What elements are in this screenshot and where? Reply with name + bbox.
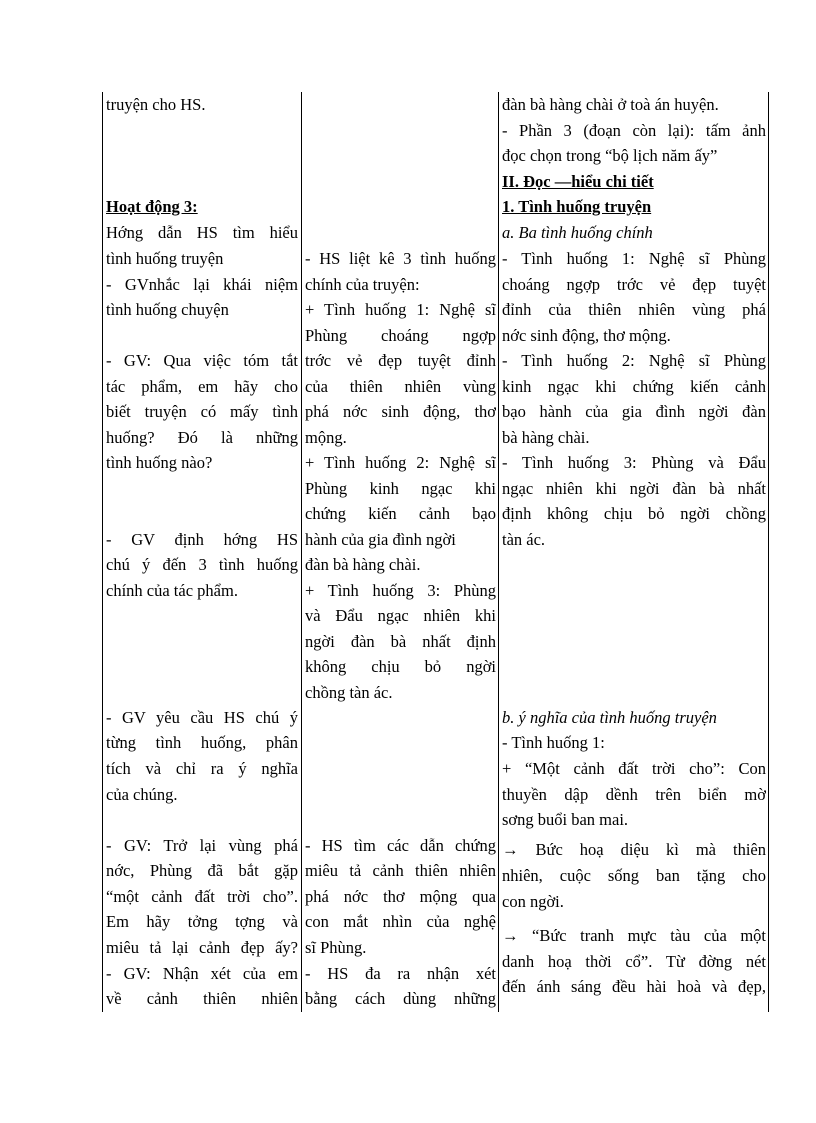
subsection-title: a. Ba tình huống chính [502,223,653,242]
text-line: - Tình huống 2: Nghệ sĩ Phùng [502,351,766,370]
table-border-right [768,92,769,1012]
text-line: Phùng kinh ngạc khi [305,479,496,498]
text-line: → Bức hoạ diệu kì mà thiên [502,840,766,859]
text-line: - GVnhắc lại khái niệm [106,275,298,294]
subsection-heading: 1. Tình huống truyện [502,197,652,216]
text-line: đến ánh sáng đều hài hoà và đẹp, [502,977,766,996]
text-line: miêu tả lại cảnh đẹp ấy? [106,938,298,957]
text-line: phá nớc thơ mộng qua [305,887,496,906]
text-line: nớc, Phùng đã bắt gặp [106,861,298,880]
text-line: hành của gia đình ngời [305,530,456,549]
text-line: - GV định hớng HS [106,530,298,549]
text-line: chồng tàn ác. [305,683,393,702]
text-line: nớc sinh động, thơ mộng. [502,326,671,345]
text-line: + Tình huống 1: Nghệ sĩ [305,300,496,319]
text-line: con ngời. [502,892,564,911]
text-line: Hớng dẫn HS tìm hiểu [106,223,298,242]
text-line: - HS đa ra nhận xét [305,964,496,983]
text-line: miêu tả cảnh thiên nhiên [305,861,496,880]
text-line: chính của truyện: [305,275,420,294]
text-line: chính của tác phẩm. [106,581,238,600]
text-line: tình huống nào? [106,453,213,472]
text-line: không chịu bỏ ngời [305,657,496,676]
text-line: - GV: Qua việc tóm tắt [106,351,298,370]
text-line: trớc vẻ đẹp tuyệt đỉnh [305,351,496,370]
text-line: danh hoạ thời cổ”. Từ đờng nét [502,952,766,971]
text-line: chứng kiến cảnh bạo [305,504,496,523]
text-line: + “Một cảnh đất trời cho”: Con [502,759,766,778]
text-line: đọc chọn trong “bộ lịch năm ấy” [502,146,718,165]
text-line: mộng. [305,428,347,447]
text-line: - Tình huống 3: Phùng và Đẩu [502,453,766,472]
text-line: - Tình huống 1: [502,733,605,752]
text-line: Em hãy tởng tợng và [106,912,298,931]
text-line: - GV yêu cầu HS chú ý [106,708,298,727]
text-line: định không chịu bỏ ngời chồng [502,504,766,523]
text-line: Phùng choáng ngợp [305,326,496,345]
text-line: tàn ác. [502,530,546,549]
text-line: tình huống chuyện [106,300,229,319]
text-line: chú ý đến 3 tình huống [106,555,298,574]
text-line: đàn bà hàng chài. [305,555,421,574]
text-line: đỉnh của thiên nhiên vùng phá [502,300,766,319]
text-line: và Đẩu ngạc nhiên khi [305,606,496,625]
text-line: - GV: Nhận xét của em [106,964,298,983]
activity-heading: Hoạt động 3: [106,197,198,216]
text-line: “một cảnh đất trời cho”. [106,887,298,906]
text-line: - Tình huống 1: Nghệ sĩ Phùng [502,249,766,268]
text-line: → “Bức tranh mực tàu của một [502,926,766,945]
text-line: của chúng. [106,785,178,804]
text-line: ngạc nhiên khi ngời đàn bà nhất [502,479,766,498]
text-line: của thiên nhiên vùng [305,377,496,396]
table-border-col2-col3 [498,92,499,1012]
text-line: về cảnh thiên nhiên [106,989,298,1008]
text-line: tích và chỉ ra ý nghĩa [106,759,298,778]
text-line: sơng buổi ban mai. [502,810,629,829]
text-line: thuyền dập dềnh trên biển mờ [502,785,766,804]
text-line: sĩ Phùng. [305,938,367,957]
text-line: tác phẩm, em hãy cho [106,377,298,396]
text-line: con mắt nhìn của nghệ [305,912,496,931]
text-line: - Phần 3 (đoạn còn lại): tấm ảnh [502,121,766,140]
text-line: + Tình huống 3: Phùng [305,581,496,600]
text-line: tình huống truyện [106,249,224,268]
text-line: bà hàng chài. [502,428,590,447]
text-line: ngời đàn bà nhất định [305,632,496,651]
text-line: - HS tìm các dẫn chứng [305,836,496,855]
text-line: - GV: Trở lại vùng phá [106,836,298,855]
subsection-title: b. ý nghĩa của tình huống truyện [502,708,717,727]
text-line: kinh ngạc khi chứng kiến cảnh [502,377,766,396]
text-line: bạo hành của gia đình ngời đàn [502,402,766,421]
text-line: bằng cách dùng những [305,989,496,1008]
table-border-left [102,92,103,1012]
text-line: nhiên, cuộc sống ban tặng cho [502,866,766,885]
text-line: phá nớc sinh động, thơ [305,402,496,421]
text-line: huống? Đó là những [106,428,298,447]
text-line: truyện cho HS. [106,95,206,114]
text-line: - HS liệt kê 3 tình huống [305,249,496,268]
section-heading: II. Đọc —hiểu chi tiết [502,172,654,191]
text-line: đàn bà hàng chài ở toà án huyện. [502,95,719,114]
table-border-col1-col2 [301,92,302,1012]
text-line: từng tình huống, phân [106,733,298,752]
text-line: biết truyện có mấy tình [106,402,298,421]
text-line: choáng ngợp trớc vẻ đẹp tuyệt [502,275,766,294]
text-line: + Tình huống 2: Nghệ sĩ [305,453,496,472]
